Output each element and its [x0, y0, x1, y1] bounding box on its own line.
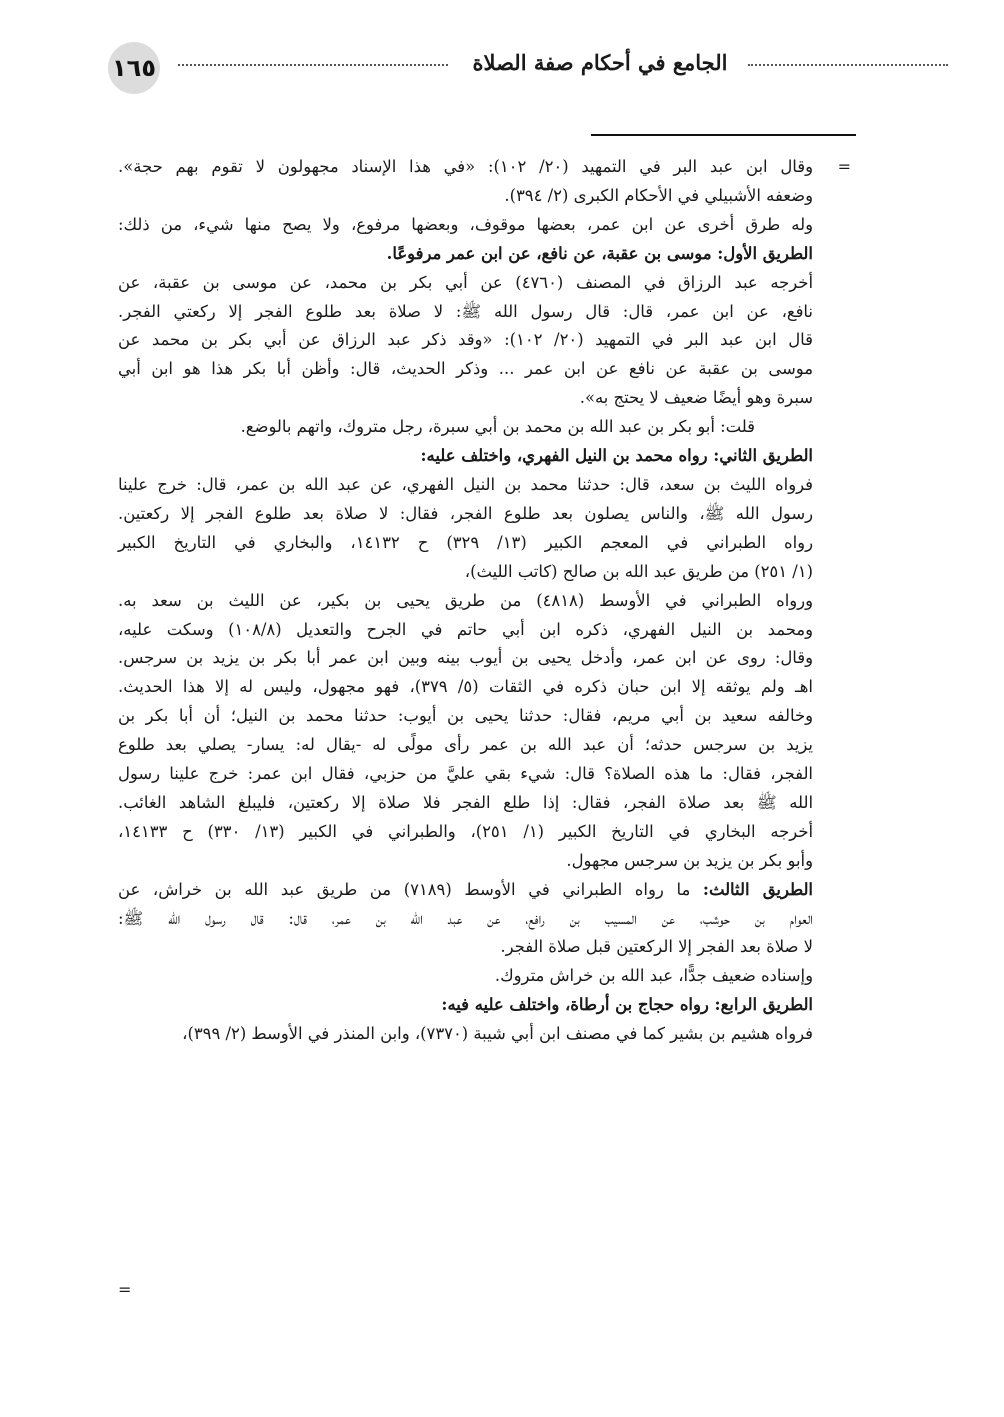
text-line: وله طرق أخرى عن ابن عمر، بعضها موقوف، وبعضها مرفوع، ولا يصح منها شيء، من ذلك: [118, 214, 813, 234]
route-label: الطريق الأول: [717, 243, 813, 263]
route-heading: الطريق الثالث: ما رواه الطبراني في الأوسط (٧١٨٩) من طريق عبد الله بن خراش، عن [118, 879, 813, 899]
text-line: نافع، عن ابن عمر، قال: قال رسول الله ﷺ: لا صلاة بعد طلوع الفجر إلا ركعتي الفجر. [118, 301, 813, 321]
text-line: يزيد بن سرجس حدثه؛ أن عبد الله بن عمر رأى مولًى له -يقال له: يسار- يصلي بعد طلوع [118, 735, 813, 755]
text-line: أخرجه البخاري في التاريخ الكبير (١/ ٢٥١)، والطبراني في الكبير (١٣/ ٣٣٠) ح ١٤١٣٣، [118, 821, 814, 841]
text-line: أخرجه عبد الرزاق في المصنف (٤٧٦٠) عن أبي بكر بن محمد، عن موسى بن عقبة، عن [118, 272, 813, 292]
route-label: الطريق الرابع: [714, 995, 813, 1015]
text-line: العوام بن حوشب، عن المسيب بن رافع، عن عبد الله بن عمر، قال: قال رسول الله ﷺ: [118, 908, 813, 928]
text-line: فرواه الليث بن سعد، قال: حدثنا محمد بن النيل الفهري، عن عبد الله بن عمر، قال: خرج علينا [118, 474, 813, 494]
continuation-mark-start: = [837, 157, 851, 176]
text-line: وضعفه الأشبيلي في الأحكام الكبرى (٢/ ٣٩٤). [504, 185, 813, 205]
page-number: ١٦٥ [108, 42, 160, 94]
footnote-separator-rule [591, 134, 856, 136]
footnote-body [118, 153, 851, 1049]
text-line: ومحمد بن النيل الفهري، ذكره ابن أبي حاتم في الجرح والتعديل (١٠٨/٨) وسكت عليه، [118, 619, 813, 639]
route-heading: الطريق الثاني: رواه محمد بن النيل الفهري، واختلف عليه: [420, 446, 813, 466]
text-line: الفجر، فقال: ما هذه الصلاة؟ قال: شيء بقي عليَّ من حزبي، فقال ابن عمر: خرج علينا رسول [118, 764, 813, 784]
header-dotted-rule-left [178, 64, 448, 66]
route-heading: الطريق الأول: موسى بن عقبة، عن نافع، عن ابن عمر مرفوعًا. [386, 243, 813, 263]
route-heading: الطريق الرابع: رواه حجاج بن أرطاة، واختلف عليه فيه: [441, 995, 813, 1015]
page-header [108, 40, 848, 100]
text-line: لا صلاة بعد الفجر إلا الركعتين قبل صلاة الفجر. [500, 937, 813, 957]
text-line: قال ابن عبد البر في التمهيد (٢٠/ ١٠٢): «وقد ذكر عبد الرزاق عن أبي بكر بن محمد عن [118, 330, 813, 350]
text-line: = وقال ابن عبد البر في التمهيد (٢٠/ ١٠٢): «في هذا الإسناد مجهولون لا تقوم بهم حجة». [118, 153, 813, 182]
text-line: اهـ ولم يوثقه إلا ابن حبان ذكره في الثقات (٥/ ٣٧٩)، فهو مجهول، وليس له إلا هذا الحديث. [118, 677, 813, 697]
text-line: وإسناده ضعيف جدًّا، عبد الله بن خراش متروك. [494, 966, 813, 986]
text-line: الله ﷺ بعد صلاة الفجر، فقال: إذا طلع الفجر فلا صلاة إلا ركعتين، فليبلغ الشاهد الغائب. [118, 792, 813, 812]
text-line: رواه الطبراني في المعجم الكبير (١٣/ ٣٢٩) ح ١٤١٣٢، والبخاري في التاريخ الكبير [118, 532, 813, 552]
text-line: (١/ ٢٥١) من طريق عبد الله بن صالح (كاتب الليث)، [464, 561, 813, 581]
text-line: فرواه هشيم بن بشير كما في مصنف ابن أبي شيبة (٧٣٧٠)، وابن المنذر في الأوسط (٢/ ٣٩٩)، [182, 1024, 813, 1044]
text-line: قلت: أبو بكر بن عبد الله بن محمد بن أبي سبرة، رجل متروك، واتهم بالوضع. [240, 417, 755, 437]
text-line: موسى بن عقبة عن نافع عن ابن عمر ... وذكر الحديث، قال: وأظن أبا بكر هذا هو ابن أبي [118, 359, 813, 379]
running-title: الجامع في أحكام صفة الصلاة [472, 50, 728, 75]
route-label: الطريق الثالث: [702, 879, 813, 899]
text-line: وخالفه سعيد بن أبي مريم، فقال: حدثنا يحيى بن أيوب: حدثنا محمد بن النيل؛ أن أبا بكر بن [118, 706, 813, 726]
text-line: ورواه الطبراني في الأوسط (٤٨١٨) من طريق يحيى بن بكير، عن الليث بن سعد به. [118, 590, 813, 610]
header-dotted-rule-right [748, 64, 948, 66]
continuation-mark-end: = [118, 1280, 132, 1299]
text-line: وقال: روى عن ابن عمر، وأدخل يحيى بن أيوب بينه وبين ابن عمر أبا بكر بن يزيد بن سرجس. [118, 648, 813, 668]
text-line: سبرة وهو أيضًا ضعيف لا يحتج به». [579, 388, 813, 408]
route-label: الطريق الثاني: [713, 446, 813, 466]
text-line: رسول الله ﷺ، والناس يصلون بعد طلوع الفجر، فقال: لا صلاة بعد طلوع الفجر إلا ركعتين. [118, 503, 813, 523]
text-line: وأبو بكر بن يزيد بن سرجس مجهول. [566, 850, 813, 870]
